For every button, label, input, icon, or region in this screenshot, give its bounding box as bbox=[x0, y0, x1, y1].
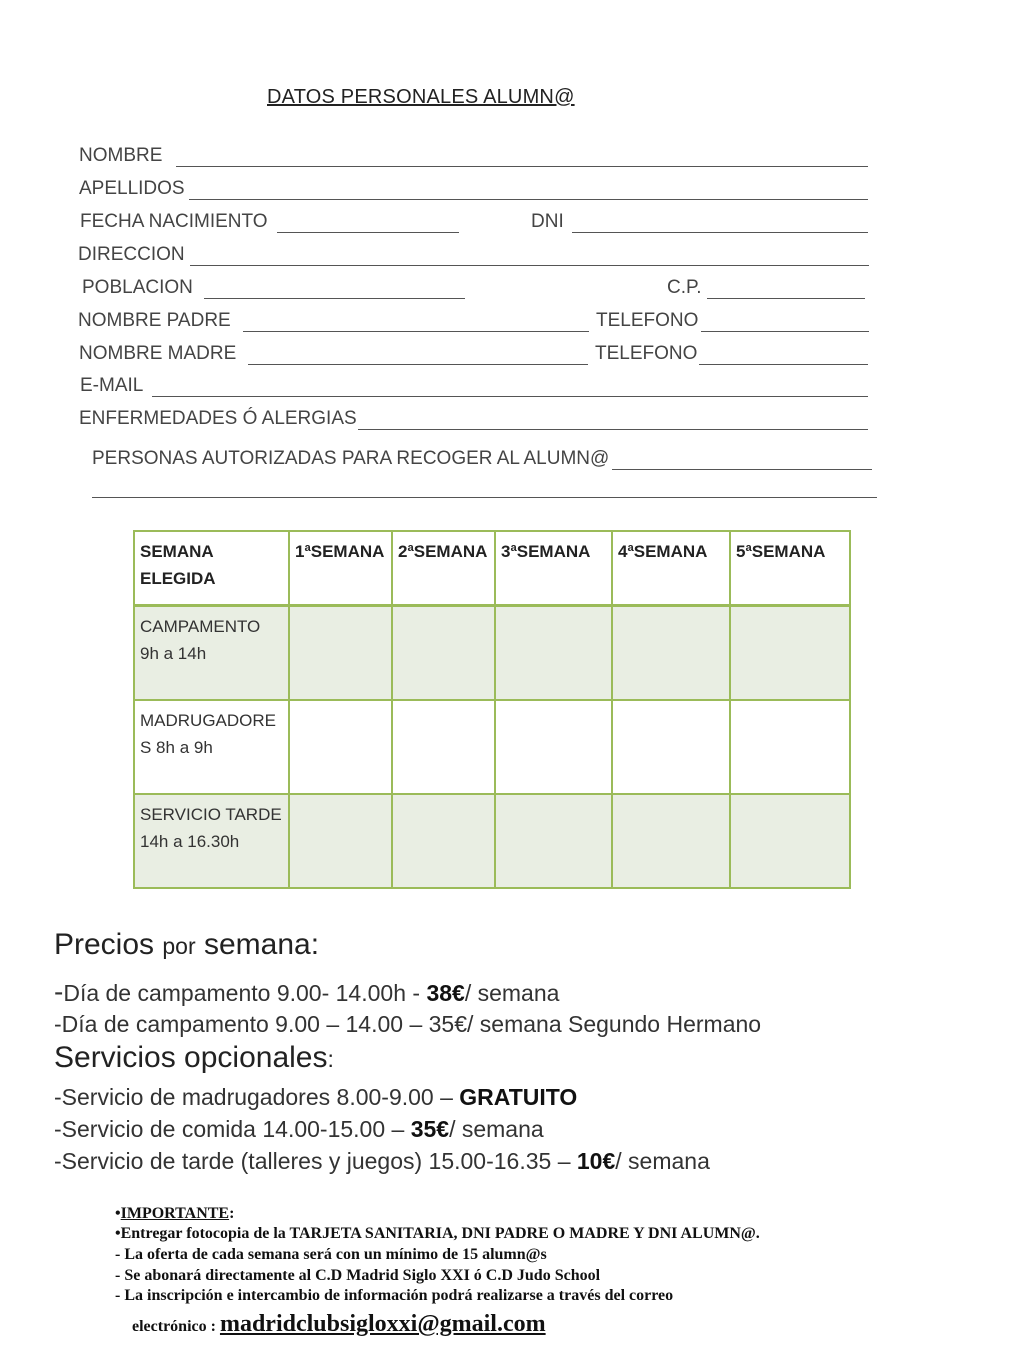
fecha-nacimiento-line[interactable] bbox=[277, 212, 459, 233]
selection-cell[interactable] bbox=[289, 700, 392, 794]
row-label: SERVICIO TARDE bbox=[140, 805, 282, 824]
table-header-row bbox=[134, 531, 850, 606]
important-label: IMPORTANTE bbox=[120, 1205, 230, 1222]
selection-cell[interactable] bbox=[612, 794, 730, 888]
table-row bbox=[134, 700, 850, 794]
optional-line-1-text: -Servicio de madrugadores 8.00-9.00 – bbox=[54, 1084, 460, 1110]
telefono-padre-label: TELEFONO bbox=[596, 310, 699, 331]
price-line-1-text: Día de campamento 9.00- 14.00h - bbox=[63, 980, 427, 1006]
price-line-2: -Día de campamento 9.00 – 14.00 – 35€/ semana Segundo Hermano bbox=[54, 1011, 762, 1037]
prices-heading bbox=[54, 928, 319, 962]
enfermedades-line[interactable] bbox=[358, 409, 868, 430]
telefono-madre-line[interactable] bbox=[699, 344, 868, 365]
header-cell: 1ªSEMANA bbox=[289, 531, 392, 606]
header-cell: SEMANA ELEGIDA bbox=[134, 531, 289, 606]
price-line-1-amount: 38€ bbox=[426, 980, 465, 1006]
nombre-label: NOMBRE bbox=[79, 145, 163, 166]
header-cell: 4ªSEMANA bbox=[612, 531, 730, 606]
telefono-padre-line[interactable] bbox=[701, 311, 869, 332]
nombre-madre-label: NOMBRE MADRE bbox=[79, 343, 237, 364]
contact-email-link[interactable]: madridclubsigloxxi@gmail.com bbox=[219, 1311, 546, 1337]
selection-cell[interactable] bbox=[392, 606, 495, 701]
selection-cell[interactable] bbox=[495, 794, 612, 888]
row-hours: 9h a 14h bbox=[140, 644, 207, 663]
selection-cell[interactable] bbox=[392, 700, 495, 794]
enfermedades-label: ENFERMEDADES Ó ALERGIAS bbox=[79, 408, 357, 429]
optional-heading-text: Servicios opcionales bbox=[54, 1041, 328, 1074]
cp-line[interactable] bbox=[707, 278, 865, 299]
selection-cell[interactable] bbox=[495, 700, 612, 794]
optional-line-3-text: -Servicio de tarde (talleres y juegos) 15.00-16.35 – bbox=[54, 1148, 577, 1174]
selection-cell[interactable] bbox=[392, 794, 495, 888]
nombre-madre-line[interactable] bbox=[248, 344, 588, 365]
header-cell: 5ªSEMANA bbox=[730, 531, 850, 606]
optional-line-1-amount: GRATUITO bbox=[459, 1084, 578, 1110]
note-line-4: - La inscripción e intercambio de información podrá realizarse a través del correo bbox=[115, 1287, 674, 1304]
important-note: •IMPORTANTE: bbox=[115, 1205, 235, 1222]
price-line-1-suffix: / semana bbox=[464, 980, 560, 1006]
selection-cell[interactable] bbox=[289, 606, 392, 701]
header-cell: 2ªSEMANA bbox=[392, 531, 495, 606]
selection-cell[interactable] bbox=[730, 794, 850, 888]
email-note bbox=[132, 1311, 546, 1338]
dni-line[interactable] bbox=[572, 212, 868, 233]
direccion-label: DIRECCION bbox=[78, 244, 185, 265]
row-hours: S 8h a 9h bbox=[140, 738, 213, 757]
selection-cell[interactable] bbox=[730, 700, 850, 794]
prices-heading-a: Precios bbox=[54, 928, 163, 961]
row-hours: 14h a 16.30h bbox=[140, 832, 240, 851]
optional-line-3 bbox=[54, 1148, 710, 1175]
prices-heading-c: semana: bbox=[195, 928, 320, 961]
row-label-cell bbox=[134, 794, 289, 888]
optional-line-1 bbox=[54, 1084, 577, 1111]
email-note-label: electrónico : bbox=[132, 1318, 220, 1335]
optional-line-2-suffix: / semana bbox=[449, 1116, 544, 1142]
row-label: CAMPAMENTO bbox=[140, 617, 261, 636]
personas-autorizadas-label: PERSONAS AUTORIZADAS PARA RECOGER AL ALUMN@ bbox=[92, 448, 610, 469]
prices-heading-b: por bbox=[162, 933, 196, 959]
optional-heading: Servicios opcionales: bbox=[54, 1041, 334, 1074]
nombre-padre-label: NOMBRE PADRE bbox=[78, 310, 231, 331]
cp-label: C.P. bbox=[667, 277, 702, 298]
poblacion-label: POBLACION bbox=[82, 277, 193, 298]
note-line-1: •Entregar fotocopia de la TARJETA SANITARIA, DNI PADRE O MADRE Y DNI ALUMN@. bbox=[115, 1225, 760, 1242]
fecha-nacimiento-label: FECHA NACIMIENTO bbox=[80, 211, 268, 232]
table-row bbox=[134, 606, 850, 701]
email-label: E-MAIL bbox=[80, 375, 144, 396]
telefono-madre-label: TELEFONO bbox=[595, 343, 698, 364]
personas-autorizadas-line-2[interactable] bbox=[92, 477, 877, 498]
optional-line-3-amount: 10€ bbox=[576, 1148, 616, 1174]
price-line-1: -Día de campamento 9.00- 14.00h - 38€/ semana bbox=[54, 976, 560, 1007]
form-title: DATOS PERSONALES ALUMN@ bbox=[267, 86, 575, 108]
nombre-padre-line[interactable] bbox=[243, 311, 589, 332]
optional-line-2-text: -Servicio de comida 14.00-15.00 – bbox=[54, 1116, 411, 1142]
poblacion-line[interactable] bbox=[204, 278, 465, 299]
selection-cell[interactable] bbox=[612, 700, 730, 794]
row-label-cell bbox=[134, 700, 289, 794]
selection-cell[interactable] bbox=[289, 794, 392, 888]
optional-line-2 bbox=[54, 1116, 544, 1143]
direccion-line[interactable] bbox=[190, 245, 869, 266]
selection-cell[interactable] bbox=[612, 606, 730, 701]
header-cell: 3ªSEMANA bbox=[495, 531, 612, 606]
dni-label: DNI bbox=[531, 211, 564, 232]
email-line[interactable] bbox=[152, 376, 868, 397]
note-line-2: - La oferta de cada semana será con un mínimo de 15 alumn@s bbox=[115, 1246, 547, 1263]
row-label: MADRUGADORE bbox=[140, 711, 277, 730]
row-label-cell bbox=[134, 606, 289, 701]
optional-line-2-amount: 35€ bbox=[410, 1116, 450, 1142]
apellidos-label: APELLIDOS bbox=[79, 178, 185, 199]
note-line-3: - Se abonará directamente al C.D Madrid Siglo XXI ó C.D Judo School bbox=[115, 1267, 601, 1284]
optional-line-3-suffix: / semana bbox=[615, 1148, 710, 1174]
selection-cell[interactable] bbox=[495, 606, 612, 701]
personas-autorizadas-line[interactable] bbox=[612, 449, 872, 470]
table-row bbox=[134, 794, 850, 888]
nombre-line[interactable] bbox=[176, 146, 868, 167]
note-line-1-text: Entregar fotocopia de la TARJETA SANITARIA, DNI PADRE O MADRE Y DNI ALUMN@. bbox=[120, 1225, 760, 1242]
selection-cell[interactable] bbox=[730, 606, 850, 701]
weeks-table bbox=[133, 530, 851, 889]
apellidos-line[interactable] bbox=[189, 179, 868, 200]
